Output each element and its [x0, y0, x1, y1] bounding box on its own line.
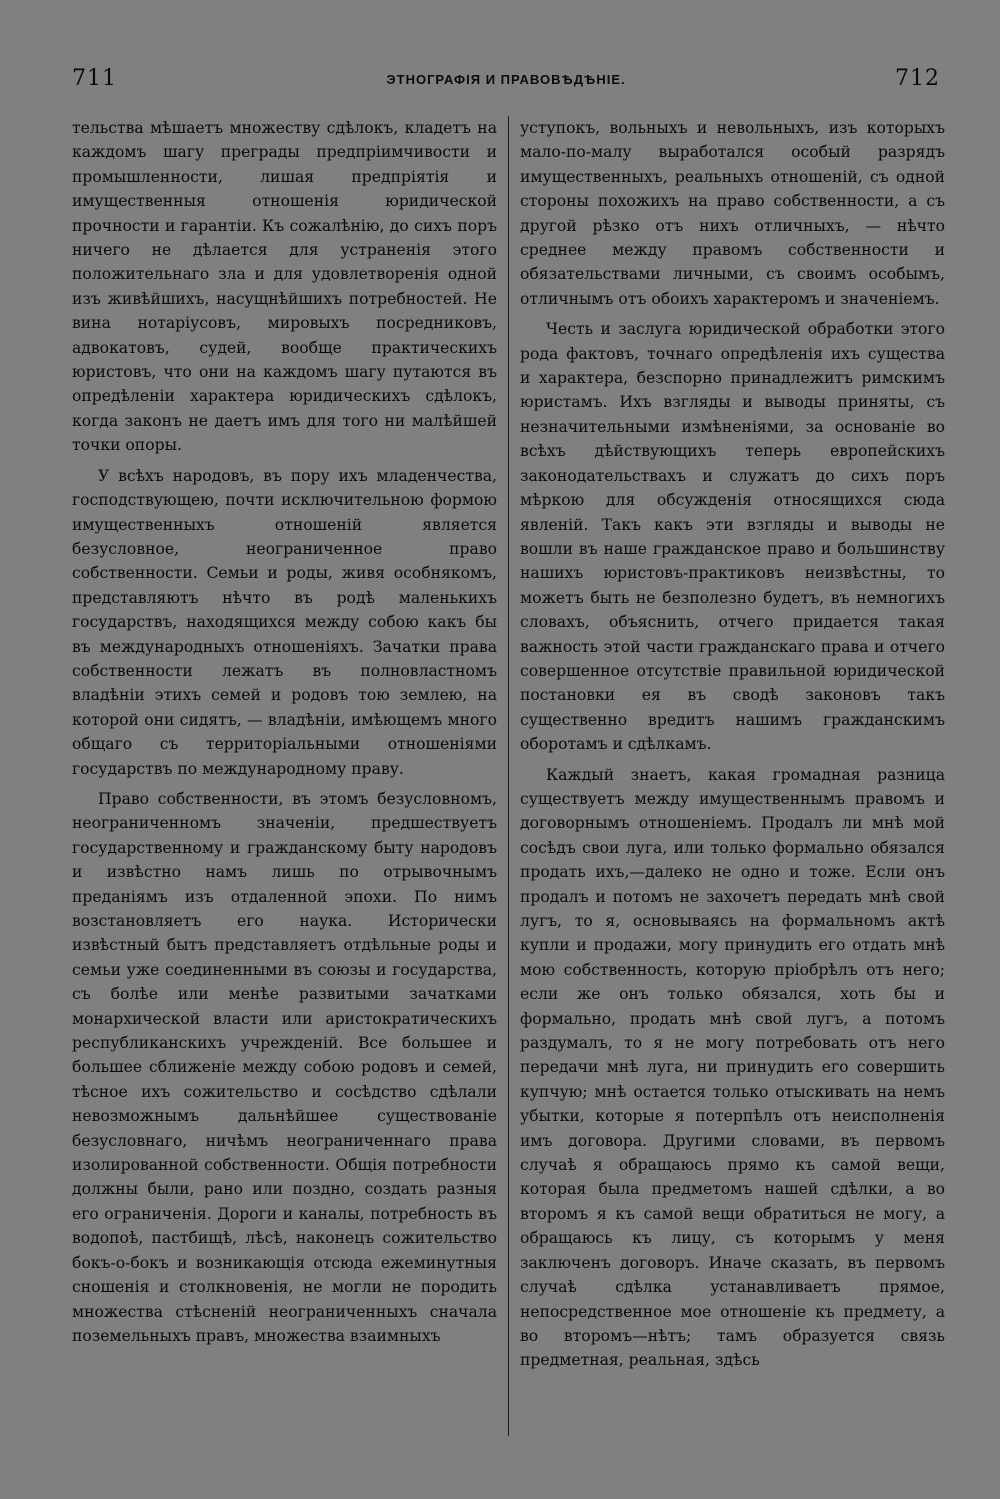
paragraph: Право собственности, въ этомъ безусловномъ, неограниченномъ значеніи, предшествуетъ государственному и гражданскому быту народовъ и извѣстно намъ лишь по отрывочнымъ преданіямъ изъ отдаленной эпохи. По нимъ возстановляетъ его наука. Исторически извѣстный бытъ представляетъ отдѣльные роды и семьи уже соединенными въ союзы и государства, съ болѣе или менѣе развитыми зачатками монархической власти или аристократическихъ республиканскихъ учрежденій. Все большее и большее сближеніе между собою родовъ и семей, тѣсное ихъ сожительство и сосѣдство сдѣлали невозможнымъ дальнѣйшее существованіе безусловнаго, ничѣмъ неограниченнаго права изолированной собственности. Общія потребности должны были, рано или поздно, создать разныя его ограниченія. Дороги и каналы, потребность въ водопоѣ, пастбищѣ, лѣсѣ, наконецъ сожительство бокъ-о-бокъ и возникающія отсюда ежеминутныя сношенія и столкновенія, не могли не породить множества стѣсненій неограниченныхъ сначала поземельныхъ правъ, множества взаимныхъ	[72, 789, 497, 1345]
page-number-right: 712	[895, 66, 940, 91]
paragraph: тельства мѣшаетъ множеству сдѣлокъ, кладетъ на каждомъ шагу преграды предпріимчивости и промышленности, лишая предпріятія и имущественныя отношенія юридической прочности и гарантіи. Къ сожалѣнію, до сихъ поръ ничего не дѣлается для устраненія этого положительнаго зла и для удовлетворенія одной изъ живѣйшихъ, насущнѣйшихъ потребностей. Не вина нотаріусовъ, мировыхъ посредниковъ, адвокатовъ, судей, вообще практическихъ юристовъ, что они на каждомъ шагу путаются въ опредѣленіи характера юридическихъ сдѣлокъ, когда законъ не даетъ имъ для того ни малѣйшей точки опоры.	[72, 119, 497, 455]
right-column	[520, 116, 945, 1436]
running-title: ЭТНОГРАФІЯ И ПРАВОВѢДѢНІЕ.	[386, 72, 626, 87]
page-number-left: 711	[72, 66, 117, 91]
column-divider	[508, 116, 509, 1436]
left-column	[72, 116, 497, 1436]
page-header	[72, 66, 940, 96]
paragraph: уступокъ, вольныхъ и невольныхъ, изъ которыхъ мало-по-малу выработался особый разрядъ имущественныхъ, реальныхъ отношеній, съ одной стороны похожихъ на право собственности, а съ другой рѣзко отъ нихъ отличныхъ, — нѣчто среднее между правомъ собственности и обязательствами личными, съ своимъ особымъ, отличнымъ отъ обоихъ характеромъ и значеніемъ.	[520, 119, 945, 308]
paragraph: Честь и заслуга юридической обработки этого рода фактовъ, точнаго опредѣленія ихъ существа и характера, безспорно принадлежитъ римскимъ юристамъ. Ихъ взгляды и выводы приняты, съ незначительными измѣненіями, за основаніе во всѣхъ дѣйствующихъ теперь европейскихъ законодательствахъ и служатъ до сихъ поръ мѣркою для обсужденія относящихся сюда явленій. Такъ какъ эти взгляды и выводы не вошли въ наше гражданское право и большинству нашихъ юристовъ-практиковъ неизвѣстны, то можетъ быть не безполезно будетъ, въ немногихъ словахъ, объяснить, отчего придается такая важность этой части гражданскаго права и отчего совершенное отсутствіе правильной юридической постановки ея въ сводѣ законовъ такъ существенно вредитъ нашимъ гражданскимъ оборотамъ и сдѣлкамъ.	[520, 320, 945, 754]
paragraph: У всѣхъ народовъ, въ пору ихъ младенчества, господствующею, почти исключительною формою имущественныхъ отношеній является безусловное, неограниченное право собственности. Семьи и роды, живя особнякомъ, представляютъ нѣчто въ родѣ маленькихъ государствъ, находящихся между собою какъ бы въ международныхъ отношеніяхъ. Зачатки права собственности лежатъ въ полновластномъ владѣніи этихъ семей и родовъ тою землею, на которой они сидятъ, — владѣніи, имѣющемъ много общаго съ территоріальными отношеніями государствъ по международному праву.	[72, 466, 497, 778]
paragraph: Каждый знаетъ, какая громадная разница существуетъ между имущественнымъ правомъ и договорнымъ отношеніемъ. Продалъ ли мнѣ мой сосѣдъ свои луга, или только формально обязался продать ихъ,—далеко не одно и тоже. Если онъ продалъ и потомъ не захочетъ передать мнѣ свой лугъ, то я, основываясь на формальномъ актѣ купли и продажи, могу принудить его отдать мнѣ мою собственность, которую пріобрѣлъ отъ него; если же онъ только обязался, хоть бы и формально, продать мнѣ свой лугъ, а потомъ раздумалъ, то я не могу потребовать отъ него передачи мнѣ луга, ни принудить его совершить купчую; мнѣ остается только отыскивать на немъ убытки, которые я потерпѣлъ отъ неисполненія имъ договора. Другими словами, въ первомъ случаѣ я обращаюсь прямо къ самой вещи, которая была предметомъ нашей сдѣлки, а во второмъ я къ самой вещи обратиться не могу, а обращаюсь къ лицу, съ которымъ у меня заключенъ договоръ. Иначе сказать, въ первомъ случаѣ сдѣлка устанавливаетъ прямое, непосредственное мое отношеніе къ предмету, а во второмъ—нѣтъ; тамъ образуется связь предметная, реальная, здѣсь	[520, 765, 945, 1370]
